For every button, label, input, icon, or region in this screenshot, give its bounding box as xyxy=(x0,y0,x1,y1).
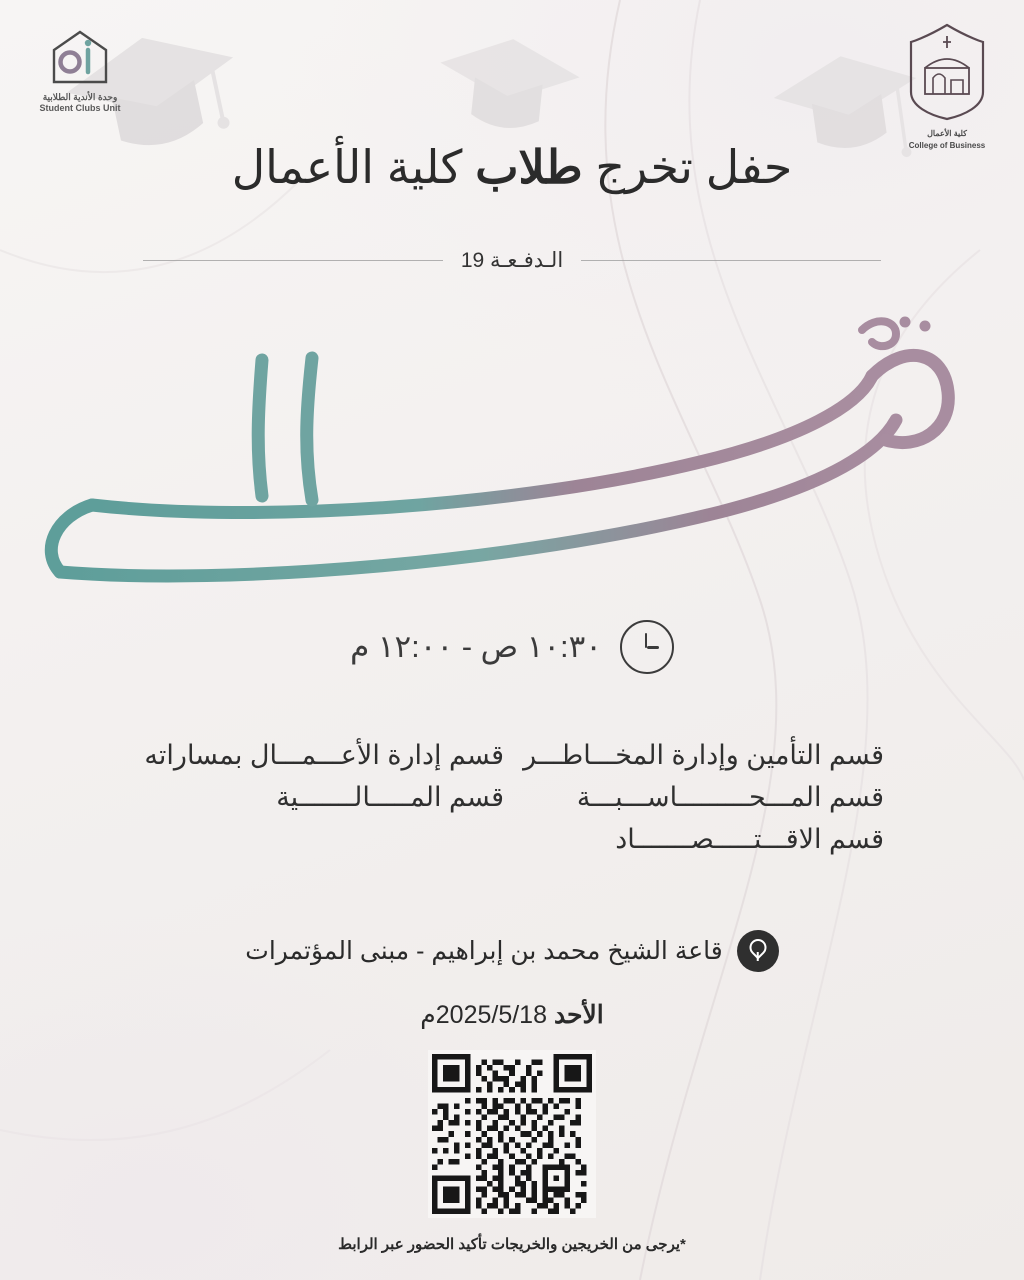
batch-label: الـدفـعـة 19 xyxy=(460,249,564,272)
qr-code-image[interactable] xyxy=(432,1054,592,1214)
clock-icon xyxy=(620,620,674,674)
departments-column-right xyxy=(512,735,892,861)
event-time: ١٠:٣٠ ص - ١٢:٠٠ م xyxy=(350,629,602,664)
student-clubs-unit-logo xyxy=(20,28,140,115)
event-date-day: الأحد xyxy=(553,1001,604,1029)
qr-code[interactable] xyxy=(428,1050,596,1218)
clubs-unit-label-en: Student Clubs Unit xyxy=(39,103,121,114)
departments-column-left xyxy=(132,735,512,861)
time-row xyxy=(0,620,1024,674)
department-item: قسم التأمين وإدارة المخـــاطـــر xyxy=(523,740,884,770)
department-item: قسم إدارة الأعـــمـــال بمساراته xyxy=(144,740,504,770)
batch-row xyxy=(0,248,1024,273)
divider-right xyxy=(143,260,443,261)
event-date xyxy=(0,1000,1024,1030)
calligraphy-word xyxy=(0,300,1024,610)
footnote: *يرجى من الخريجين والخريجات تأكيد الحضور عبر الرابط xyxy=(338,1236,686,1253)
department-item: قسم المـــحـــــــــاســـبـــة xyxy=(576,781,884,812)
title-suffix: كلية الأعمال xyxy=(231,141,476,193)
clubs-unit-label-ar: وحدة الأندية الطلابية xyxy=(42,92,118,102)
location-row xyxy=(0,930,1024,972)
event-location: قاعة الشيخ محمد بن إبراهيم - مبنى المؤتمرات xyxy=(245,937,723,965)
college-of-business-logo xyxy=(892,22,1002,152)
location-pin-icon xyxy=(737,930,779,972)
department-item: قسم الاقـــتـــــصـــــــاد xyxy=(615,823,884,854)
clubs-mark-icon xyxy=(48,28,112,86)
college-label-ar: كلية الأعمال xyxy=(927,129,967,138)
graduation-caps-decoration xyxy=(0,0,1024,240)
departments-list xyxy=(0,735,1024,861)
title-prefix: حفل تخرج xyxy=(582,141,793,193)
title-bold: طلاب xyxy=(475,141,583,193)
divider-left xyxy=(581,260,881,261)
event-date-value: 2025/5/18م xyxy=(420,1001,547,1029)
page-title xyxy=(0,140,1024,195)
department-item: قسم المـــــالـــــــية xyxy=(276,781,504,812)
college-label-en: College of Business xyxy=(908,141,986,151)
college-crest-icon xyxy=(899,22,995,122)
